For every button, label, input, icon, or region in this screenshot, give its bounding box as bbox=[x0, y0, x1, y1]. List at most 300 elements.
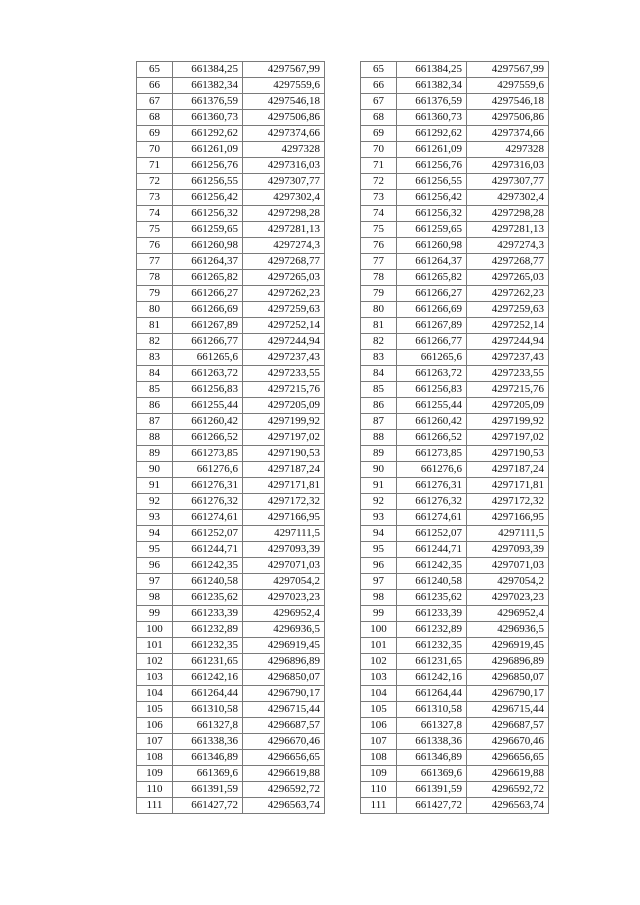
point-number-cell: 65 bbox=[361, 62, 397, 78]
table-row bbox=[137, 382, 361, 398]
point-number-cell: 106 bbox=[361, 718, 397, 734]
x-coordinate-cell: 661255,44 bbox=[173, 398, 243, 414]
y-coordinate-cell: 4297328 bbox=[243, 142, 325, 158]
table-gap-cell bbox=[325, 782, 361, 798]
x-coordinate-cell: 661260,98 bbox=[397, 238, 467, 254]
table-row bbox=[361, 702, 549, 718]
x-coordinate-cell: 661274,61 bbox=[173, 510, 243, 526]
table-gap-cell bbox=[325, 606, 361, 622]
table-gap-cell bbox=[325, 750, 361, 766]
point-number-cell: 94 bbox=[361, 526, 397, 542]
x-coordinate-cell: 661232,35 bbox=[397, 638, 467, 654]
table-gap-cell bbox=[325, 78, 361, 94]
point-number-cell: 99 bbox=[361, 606, 397, 622]
point-number-cell: 85 bbox=[137, 382, 173, 398]
table-row bbox=[361, 686, 549, 702]
y-coordinate-cell: 4297197,02 bbox=[243, 430, 325, 446]
table-row bbox=[361, 494, 549, 510]
y-coordinate-cell: 4297199,92 bbox=[467, 414, 549, 430]
table-gap-cell bbox=[325, 302, 361, 318]
table-gap-cell bbox=[325, 206, 361, 222]
table-row bbox=[137, 734, 361, 750]
table-row bbox=[137, 78, 361, 94]
point-number-cell: 69 bbox=[361, 126, 397, 142]
table-gap-cell bbox=[325, 398, 361, 414]
x-coordinate-cell: 661267,89 bbox=[173, 318, 243, 334]
y-coordinate-cell: 4296850,07 bbox=[243, 670, 325, 686]
point-number-cell: 94 bbox=[137, 526, 173, 542]
y-coordinate-cell: 4296619,88 bbox=[243, 766, 325, 782]
coordinate-table-right bbox=[360, 61, 549, 814]
y-coordinate-cell: 4297244,94 bbox=[243, 334, 325, 350]
x-coordinate-cell: 661263,72 bbox=[173, 366, 243, 382]
point-number-cell: 97 bbox=[361, 574, 397, 590]
x-coordinate-cell: 661244,71 bbox=[173, 542, 243, 558]
x-coordinate-cell: 661276,6 bbox=[397, 462, 467, 478]
x-coordinate-cell: 661346,89 bbox=[397, 750, 467, 766]
x-coordinate-cell: 661242,35 bbox=[397, 558, 467, 574]
table-gap-cell bbox=[325, 158, 361, 174]
x-coordinate-cell: 661327,8 bbox=[397, 718, 467, 734]
table-row bbox=[361, 462, 549, 478]
point-number-cell: 76 bbox=[137, 238, 173, 254]
table-row bbox=[137, 334, 361, 350]
table-row bbox=[137, 174, 361, 190]
x-coordinate-cell: 661264,37 bbox=[397, 254, 467, 270]
table-row bbox=[137, 62, 361, 78]
x-coordinate-cell: 661384,25 bbox=[173, 62, 243, 78]
point-number-cell: 84 bbox=[137, 366, 173, 382]
x-coordinate-cell: 661256,32 bbox=[397, 206, 467, 222]
table-gap-cell bbox=[325, 670, 361, 686]
table-row bbox=[137, 718, 361, 734]
y-coordinate-cell: 4297054,2 bbox=[467, 574, 549, 590]
y-coordinate-cell: 4297316,03 bbox=[467, 158, 549, 174]
y-coordinate-cell: 4297281,13 bbox=[467, 222, 549, 238]
y-coordinate-cell: 4297506,86 bbox=[467, 110, 549, 126]
y-coordinate-cell: 4296592,72 bbox=[467, 782, 549, 798]
table-row bbox=[137, 430, 361, 446]
table-gap-cell bbox=[325, 366, 361, 382]
y-coordinate-cell: 4296563,74 bbox=[467, 798, 549, 814]
table-row bbox=[137, 494, 361, 510]
point-number-cell: 103 bbox=[137, 670, 173, 686]
point-number-cell: 87 bbox=[137, 414, 173, 430]
point-number-cell: 90 bbox=[137, 462, 173, 478]
x-coordinate-cell: 661276,6 bbox=[173, 462, 243, 478]
x-coordinate-cell: 661273,85 bbox=[397, 446, 467, 462]
table-row bbox=[137, 526, 361, 542]
x-coordinate-cell: 661242,35 bbox=[173, 558, 243, 574]
x-coordinate-cell: 661276,31 bbox=[173, 478, 243, 494]
y-coordinate-cell: 4297244,94 bbox=[467, 334, 549, 350]
x-coordinate-cell: 661310,58 bbox=[173, 702, 243, 718]
x-coordinate-cell: 661256,83 bbox=[173, 382, 243, 398]
table-row bbox=[361, 750, 549, 766]
x-coordinate-cell: 661338,36 bbox=[173, 734, 243, 750]
table-row bbox=[137, 542, 361, 558]
y-coordinate-cell: 4296919,45 bbox=[243, 638, 325, 654]
y-coordinate-cell: 4297233,55 bbox=[467, 366, 549, 382]
y-coordinate-cell: 4296896,89 bbox=[467, 654, 549, 670]
point-number-cell: 107 bbox=[361, 734, 397, 750]
x-coordinate-cell: 661256,83 bbox=[397, 382, 467, 398]
coordinate-table-left bbox=[136, 61, 361, 814]
y-coordinate-cell: 4297190,53 bbox=[467, 446, 549, 462]
y-coordinate-cell: 4297316,03 bbox=[243, 158, 325, 174]
table-gap-cell bbox=[325, 638, 361, 654]
x-coordinate-cell: 661232,89 bbox=[397, 622, 467, 638]
y-coordinate-cell: 4297374,66 bbox=[243, 126, 325, 142]
x-coordinate-cell: 661267,89 bbox=[397, 318, 467, 334]
x-coordinate-cell: 661260,42 bbox=[173, 414, 243, 430]
table-gap-cell bbox=[325, 238, 361, 254]
x-coordinate-cell: 661273,85 bbox=[173, 446, 243, 462]
y-coordinate-cell: 4296670,46 bbox=[467, 734, 549, 750]
point-number-cell: 67 bbox=[361, 94, 397, 110]
y-coordinate-cell: 4297328 bbox=[467, 142, 549, 158]
x-coordinate-cell: 661232,35 bbox=[173, 638, 243, 654]
x-coordinate-cell: 661276,31 bbox=[397, 478, 467, 494]
point-number-cell: 105 bbox=[137, 702, 173, 718]
table-gap-cell bbox=[325, 142, 361, 158]
table-gap-cell bbox=[325, 382, 361, 398]
point-number-cell: 85 bbox=[361, 382, 397, 398]
table-gap-cell bbox=[325, 286, 361, 302]
point-number-cell: 107 bbox=[137, 734, 173, 750]
x-coordinate-cell: 661242,16 bbox=[173, 670, 243, 686]
table-row bbox=[361, 302, 549, 318]
point-number-cell: 98 bbox=[137, 590, 173, 606]
table-gap-cell bbox=[325, 270, 361, 286]
x-coordinate-cell: 661242,16 bbox=[397, 670, 467, 686]
point-number-cell: 69 bbox=[137, 126, 173, 142]
y-coordinate-cell: 4297071,03 bbox=[243, 558, 325, 574]
point-number-cell: 66 bbox=[137, 78, 173, 94]
table-gap-cell bbox=[325, 446, 361, 462]
y-coordinate-cell: 4297187,24 bbox=[467, 462, 549, 478]
point-number-cell: 102 bbox=[137, 654, 173, 670]
table-row bbox=[361, 430, 549, 446]
point-number-cell: 91 bbox=[361, 478, 397, 494]
x-coordinate-cell: 661384,25 bbox=[397, 62, 467, 78]
y-coordinate-cell: 4296790,17 bbox=[467, 686, 549, 702]
x-coordinate-cell: 661256,76 bbox=[173, 158, 243, 174]
table-gap-cell bbox=[325, 430, 361, 446]
y-coordinate-cell: 4297268,77 bbox=[467, 254, 549, 270]
table-row bbox=[137, 590, 361, 606]
y-coordinate-cell: 4297023,23 bbox=[243, 590, 325, 606]
y-coordinate-cell: 4297307,77 bbox=[467, 174, 549, 190]
table-gap-cell bbox=[325, 318, 361, 334]
table-row bbox=[137, 478, 361, 494]
table-row bbox=[137, 702, 361, 718]
point-number-cell: 81 bbox=[137, 318, 173, 334]
point-number-cell: 109 bbox=[361, 766, 397, 782]
y-coordinate-cell: 4297302,4 bbox=[467, 190, 549, 206]
table-gap-cell bbox=[325, 574, 361, 590]
x-coordinate-cell: 661261,09 bbox=[397, 142, 467, 158]
y-coordinate-cell: 4296896,89 bbox=[243, 654, 325, 670]
point-number-cell: 79 bbox=[137, 286, 173, 302]
y-coordinate-cell: 4296850,07 bbox=[467, 670, 549, 686]
y-coordinate-cell: 4297172,32 bbox=[243, 494, 325, 510]
table-gap-cell bbox=[325, 350, 361, 366]
table-gap-cell bbox=[325, 190, 361, 206]
point-number-cell: 99 bbox=[137, 606, 173, 622]
table-row bbox=[137, 398, 361, 414]
table-row bbox=[361, 446, 549, 462]
y-coordinate-cell: 4297298,28 bbox=[467, 206, 549, 222]
table-row bbox=[361, 94, 549, 110]
table-gap-cell bbox=[325, 590, 361, 606]
point-number-cell: 98 bbox=[361, 590, 397, 606]
x-coordinate-cell: 661376,59 bbox=[173, 94, 243, 110]
table-row bbox=[361, 254, 549, 270]
table-row bbox=[137, 686, 361, 702]
x-coordinate-cell: 661244,71 bbox=[397, 542, 467, 558]
point-number-cell: 102 bbox=[361, 654, 397, 670]
y-coordinate-cell: 4296592,72 bbox=[243, 782, 325, 798]
table-row bbox=[137, 654, 361, 670]
table-gap-cell bbox=[325, 174, 361, 190]
table-row bbox=[361, 542, 549, 558]
y-coordinate-cell: 4297054,2 bbox=[243, 574, 325, 590]
point-number-cell: 76 bbox=[361, 238, 397, 254]
y-coordinate-cell: 4297559,6 bbox=[467, 78, 549, 94]
point-number-cell: 78 bbox=[361, 270, 397, 286]
point-number-cell: 87 bbox=[361, 414, 397, 430]
y-coordinate-cell: 4297274,3 bbox=[243, 238, 325, 254]
y-coordinate-cell: 4297567,99 bbox=[243, 62, 325, 78]
y-coordinate-cell: 4297237,43 bbox=[243, 350, 325, 366]
point-number-cell: 92 bbox=[137, 494, 173, 510]
point-number-cell: 81 bbox=[361, 318, 397, 334]
point-number-cell: 66 bbox=[361, 78, 397, 94]
table-row bbox=[137, 462, 361, 478]
x-coordinate-cell: 661260,42 bbox=[397, 414, 467, 430]
point-number-cell: 108 bbox=[361, 750, 397, 766]
point-number-cell: 103 bbox=[361, 670, 397, 686]
x-coordinate-cell: 661292,62 bbox=[397, 126, 467, 142]
y-coordinate-cell: 4297281,13 bbox=[243, 222, 325, 238]
table-row bbox=[137, 798, 361, 814]
table-row bbox=[137, 622, 361, 638]
y-coordinate-cell: 4297237,43 bbox=[467, 350, 549, 366]
table-row bbox=[361, 222, 549, 238]
y-coordinate-cell: 4296687,57 bbox=[243, 718, 325, 734]
table-row bbox=[137, 254, 361, 270]
x-coordinate-cell: 661266,27 bbox=[397, 286, 467, 302]
x-coordinate-cell: 661261,09 bbox=[173, 142, 243, 158]
y-coordinate-cell: 4297215,76 bbox=[243, 382, 325, 398]
point-number-cell: 96 bbox=[137, 558, 173, 574]
point-number-cell: 71 bbox=[137, 158, 173, 174]
point-number-cell: 86 bbox=[361, 398, 397, 414]
x-coordinate-cell: 661369,6 bbox=[397, 766, 467, 782]
x-coordinate-cell: 661382,34 bbox=[173, 78, 243, 94]
y-coordinate-cell: 4297111,5 bbox=[243, 526, 325, 542]
point-number-cell: 74 bbox=[137, 206, 173, 222]
table-row bbox=[361, 110, 549, 126]
point-number-cell: 82 bbox=[361, 334, 397, 350]
y-coordinate-cell: 4296687,57 bbox=[467, 718, 549, 734]
coordinate-table-right-body bbox=[361, 62, 549, 814]
x-coordinate-cell: 661427,72 bbox=[397, 798, 467, 814]
point-number-cell: 72 bbox=[361, 174, 397, 190]
x-coordinate-cell: 661256,55 bbox=[397, 174, 467, 190]
point-number-cell: 92 bbox=[361, 494, 397, 510]
table-row bbox=[137, 350, 361, 366]
table-gap-cell bbox=[325, 558, 361, 574]
x-coordinate-cell: 661391,59 bbox=[397, 782, 467, 798]
table-row bbox=[361, 558, 549, 574]
x-coordinate-cell: 661376,59 bbox=[397, 94, 467, 110]
x-coordinate-cell: 661255,44 bbox=[397, 398, 467, 414]
table-row bbox=[361, 766, 549, 782]
point-number-cell: 89 bbox=[137, 446, 173, 462]
table-row bbox=[137, 510, 361, 526]
table-row bbox=[361, 782, 549, 798]
y-coordinate-cell: 4296715,44 bbox=[467, 702, 549, 718]
y-coordinate-cell: 4296715,44 bbox=[243, 702, 325, 718]
table-row bbox=[361, 174, 549, 190]
table-gap-cell bbox=[325, 702, 361, 718]
point-number-cell: 67 bbox=[137, 94, 173, 110]
point-number-cell: 77 bbox=[361, 254, 397, 270]
y-coordinate-cell: 4296952,4 bbox=[467, 606, 549, 622]
point-number-cell: 104 bbox=[361, 686, 397, 702]
table-row bbox=[361, 190, 549, 206]
table-row bbox=[137, 142, 361, 158]
x-coordinate-cell: 661256,32 bbox=[173, 206, 243, 222]
point-number-cell: 96 bbox=[361, 558, 397, 574]
point-number-cell: 70 bbox=[137, 142, 173, 158]
point-number-cell: 93 bbox=[361, 510, 397, 526]
x-coordinate-cell: 661264,44 bbox=[397, 686, 467, 702]
point-number-cell: 65 bbox=[137, 62, 173, 78]
x-coordinate-cell: 661256,76 bbox=[397, 158, 467, 174]
x-coordinate-cell: 661256,55 bbox=[173, 174, 243, 190]
point-number-cell: 86 bbox=[137, 398, 173, 414]
table-gap-cell bbox=[325, 94, 361, 110]
table-row bbox=[361, 606, 549, 622]
table-row bbox=[137, 94, 361, 110]
x-coordinate-cell: 661231,65 bbox=[173, 654, 243, 670]
point-number-cell: 80 bbox=[361, 302, 397, 318]
table-row bbox=[137, 206, 361, 222]
table-row bbox=[137, 782, 361, 798]
y-coordinate-cell: 4297171,81 bbox=[243, 478, 325, 494]
x-coordinate-cell: 661265,82 bbox=[397, 270, 467, 286]
table-gap-cell bbox=[325, 686, 361, 702]
x-coordinate-cell: 661264,37 bbox=[173, 254, 243, 270]
point-number-cell: 68 bbox=[137, 110, 173, 126]
y-coordinate-cell: 4296656,65 bbox=[467, 750, 549, 766]
y-coordinate-cell: 4297259,63 bbox=[467, 302, 549, 318]
x-coordinate-cell: 661327,8 bbox=[173, 718, 243, 734]
table-row bbox=[137, 574, 361, 590]
table-gap-cell bbox=[325, 254, 361, 270]
point-number-cell: 108 bbox=[137, 750, 173, 766]
table-row bbox=[361, 78, 549, 94]
point-number-cell: 78 bbox=[137, 270, 173, 286]
x-coordinate-cell: 661338,36 bbox=[397, 734, 467, 750]
x-coordinate-cell: 661276,32 bbox=[173, 494, 243, 510]
x-coordinate-cell: 661240,58 bbox=[173, 574, 243, 590]
table-row bbox=[137, 190, 361, 206]
x-coordinate-cell: 661310,58 bbox=[397, 702, 467, 718]
table-row bbox=[361, 798, 549, 814]
table-row bbox=[361, 350, 549, 366]
y-coordinate-cell: 4296790,17 bbox=[243, 686, 325, 702]
table-row bbox=[137, 222, 361, 238]
table-row bbox=[361, 206, 549, 222]
table-gap-cell bbox=[325, 126, 361, 142]
point-number-cell: 89 bbox=[361, 446, 397, 462]
table-gap-cell bbox=[325, 766, 361, 782]
y-coordinate-cell: 4297559,6 bbox=[243, 78, 325, 94]
point-number-cell: 100 bbox=[137, 622, 173, 638]
table-row bbox=[361, 142, 549, 158]
point-number-cell: 104 bbox=[137, 686, 173, 702]
table-row bbox=[361, 478, 549, 494]
point-number-cell: 111 bbox=[361, 798, 397, 814]
y-coordinate-cell: 4296936,5 bbox=[243, 622, 325, 638]
x-coordinate-cell: 661233,39 bbox=[397, 606, 467, 622]
x-coordinate-cell: 661252,07 bbox=[173, 526, 243, 542]
x-coordinate-cell: 661240,58 bbox=[397, 574, 467, 590]
y-coordinate-cell: 4297265,03 bbox=[467, 270, 549, 286]
x-coordinate-cell: 661256,42 bbox=[173, 190, 243, 206]
x-coordinate-cell: 661265,6 bbox=[397, 350, 467, 366]
point-number-cell: 80 bbox=[137, 302, 173, 318]
table-gap-cell bbox=[325, 494, 361, 510]
y-coordinate-cell: 4297233,55 bbox=[243, 366, 325, 382]
y-coordinate-cell: 4296656,65 bbox=[243, 750, 325, 766]
point-number-cell: 83 bbox=[361, 350, 397, 366]
y-coordinate-cell: 4297274,3 bbox=[467, 238, 549, 254]
y-coordinate-cell: 4296670,46 bbox=[243, 734, 325, 750]
table-row bbox=[361, 126, 549, 142]
x-coordinate-cell: 661259,65 bbox=[397, 222, 467, 238]
table-row bbox=[361, 398, 549, 414]
point-number-cell: 93 bbox=[137, 510, 173, 526]
x-coordinate-cell: 661260,98 bbox=[173, 238, 243, 254]
point-number-cell: 79 bbox=[361, 286, 397, 302]
y-coordinate-cell: 4297199,92 bbox=[243, 414, 325, 430]
x-coordinate-cell: 661391,59 bbox=[173, 782, 243, 798]
table-row bbox=[361, 382, 549, 398]
x-coordinate-cell: 661292,62 bbox=[173, 126, 243, 142]
x-coordinate-cell: 661360,73 bbox=[173, 110, 243, 126]
table-row bbox=[361, 670, 549, 686]
point-number-cell: 82 bbox=[137, 334, 173, 350]
y-coordinate-cell: 4297111,5 bbox=[467, 526, 549, 542]
table-row bbox=[361, 238, 549, 254]
y-coordinate-cell: 4296936,5 bbox=[467, 622, 549, 638]
point-number-cell: 74 bbox=[361, 206, 397, 222]
x-coordinate-cell: 661231,65 bbox=[397, 654, 467, 670]
y-coordinate-cell: 4297307,77 bbox=[243, 174, 325, 190]
table-row bbox=[137, 750, 361, 766]
y-coordinate-cell: 4297171,81 bbox=[467, 478, 549, 494]
y-coordinate-cell: 4297205,09 bbox=[467, 398, 549, 414]
table-gap-cell bbox=[325, 654, 361, 670]
y-coordinate-cell: 4297215,76 bbox=[467, 382, 549, 398]
point-number-cell: 105 bbox=[361, 702, 397, 718]
table-gap-cell bbox=[325, 526, 361, 542]
